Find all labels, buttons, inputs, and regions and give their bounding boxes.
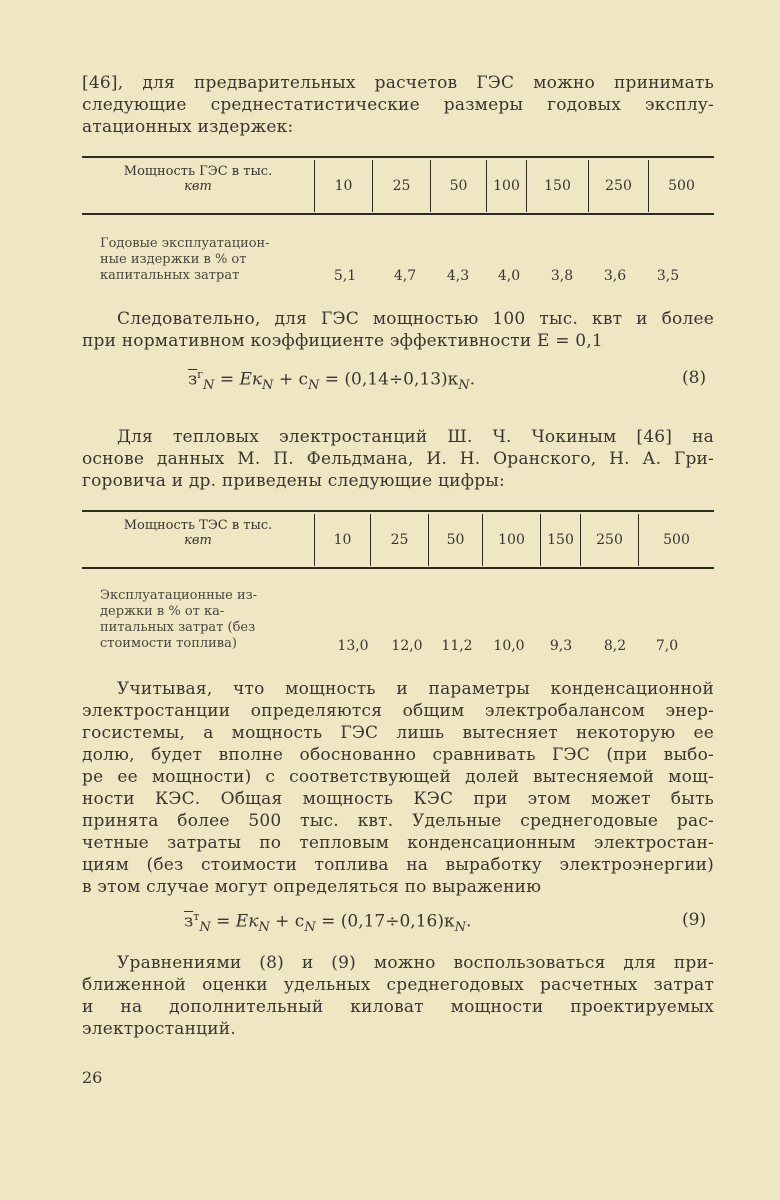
row-label-line: Эксплуатационные из-: [100, 588, 258, 603]
table2-value: 7,0: [655, 638, 679, 654]
table1-col: 10: [314, 160, 372, 212]
text-line: принята более 500 тыс. квт. Удельные среднегодовые рас-: [82, 811, 714, 831]
table2-value: 10,0: [493, 638, 525, 654]
table2-col: 10: [314, 514, 370, 566]
text-line: циям (без стоимости топлива на выработку электроэнергии): [82, 855, 714, 875]
text-line: и на дополнительный киловат мощности проектируемых: [82, 997, 714, 1017]
row-label-line: стоимости топлива): [100, 636, 237, 651]
header-label-unit: квт: [184, 533, 212, 548]
equation-8: [188, 368, 475, 393]
table1-value: 4,3: [446, 268, 470, 284]
text-line: электростанции определяются общим электробалансом энер-: [82, 701, 714, 721]
row-label-line: ные издержки в % от: [100, 252, 247, 267]
table1-value: 3,8: [550, 268, 574, 284]
header-label-text: Мощность ГЭС в тыс.: [123, 164, 273, 179]
eq8-lhs: з: [188, 369, 198, 390]
header-label-text: Мощность ТЭС в тыс.: [123, 518, 273, 533]
text-line: при нормативном коэффициенте эффективности E = 0,1: [82, 331, 603, 351]
table1-value: 3,5: [656, 268, 680, 284]
eq8-sub: N: [262, 378, 274, 394]
table1-header: [82, 160, 714, 212]
table1-col: 25: [372, 160, 430, 212]
table2-value: 11,2: [441, 638, 473, 654]
table1-value: 5,1: [333, 268, 357, 284]
text-line: Уравнениями (8) и (9) можно воспользоваться для при-: [117, 953, 714, 973]
table2-bottom-rule: [82, 567, 714, 569]
table1-header-label: [82, 160, 314, 212]
eq8-sub: N: [203, 378, 215, 394]
eq8-rhs1: = Eк: [219, 369, 263, 390]
eq9-sub: N: [258, 920, 270, 936]
eq9-rhs3: = (0,17÷0,16)к: [321, 911, 455, 932]
row-label-line: Годовые эксплуатацион-: [100, 236, 270, 251]
eq9-lhs-sup: т: [193, 910, 200, 923]
table2-top-rule: [82, 510, 714, 512]
text-line: Учитывая, что мощность и параметры конденсационной: [117, 679, 714, 699]
eq8-lhs-sup: г: [197, 368, 204, 381]
row-label-line: держки в % от ка-: [100, 604, 225, 619]
table2-col: 25: [370, 514, 428, 566]
text-line: основе данных М. П. Фельдмана, И. Н. Оранского, Н. А. Гри-: [82, 449, 714, 469]
table1-bottom-rule: [82, 213, 714, 215]
table2-value: 8,2: [603, 638, 627, 654]
table2-header-label: [82, 514, 314, 566]
table2-value: 13,0: [337, 638, 369, 654]
intro-paragraph: [82, 72, 714, 138]
eq9-tail: .: [465, 911, 472, 932]
header-label-unit: квт: [184, 179, 212, 194]
table2-col: 100: [482, 514, 540, 566]
equation-8-number: (8): [682, 368, 707, 388]
text-line: атационных издержек:: [82, 117, 294, 137]
page-number: 26: [82, 1068, 103, 1087]
text-line: в этом случае могут определяться по выражению: [82, 877, 542, 897]
table2-col: 150: [540, 514, 580, 566]
eq8-rhs2: + c: [278, 369, 308, 390]
text-line: Следовательно, для ГЭС мощностью 100 тыс. квт и более: [117, 309, 714, 329]
row-label-line: питальных затрат (без: [100, 620, 256, 635]
table2-value: 9,3: [549, 638, 573, 654]
text-line: долю, будет вполне обоснованно сравнивать ГЭС (при выбо-: [82, 745, 714, 765]
text-line: ре ее мощности) с соответствующей долей вытесняемой мощ-: [82, 767, 714, 787]
row-label-line: капитальных затрат: [100, 268, 240, 283]
eq8-sub: N: [308, 378, 320, 394]
text-line: ности КЭС. Общая мощность КЭС при этом может быть: [82, 789, 714, 809]
table1-value: 4,0: [497, 268, 521, 284]
table2-value: 12,0: [391, 638, 423, 654]
eq8-rhs3: = (0,14÷0,13)к: [324, 369, 459, 390]
text-line: ближенной оценки удельных среднегодовых расчетных затрат: [82, 975, 714, 995]
paragraph-4: [82, 678, 714, 898]
eq9-sub: N: [454, 920, 466, 936]
eq9-lhs: з: [184, 911, 194, 932]
equation-9: [184, 910, 471, 935]
table2-col: 500: [638, 514, 714, 566]
table2-col: 250: [580, 514, 638, 566]
text-line: горовича и др. приведены следующие цифры:: [82, 471, 505, 491]
table1-value: 3,6: [603, 268, 627, 284]
text-line: следующие среднестатистические размеры годовых эксплу-: [82, 95, 714, 115]
table2-header: [82, 514, 714, 566]
table1-col: 100: [486, 160, 526, 212]
table1-top-rule: [82, 156, 714, 158]
text-line: Для тепловых электростанций Ш. Ч. Чокиным [46] на: [117, 427, 714, 447]
text-line: госистемы, а мощность ГЭС лишь вытесняет некоторую ее: [82, 723, 714, 743]
table1-col: 50: [430, 160, 486, 212]
table1-col: 150: [526, 160, 588, 212]
eq9-rhs2: + c: [275, 911, 305, 932]
table1-col: 500: [648, 160, 714, 212]
eq9-sub: N: [199, 920, 211, 936]
eq8-sub: N: [458, 378, 470, 394]
text-line: четные затраты по тепловым конденсационным электростан-: [82, 833, 714, 853]
table2-col: 50: [428, 514, 482, 566]
eq9-rhs1: = Eк: [216, 911, 259, 932]
text-line: [46], для предварительных расчетов ГЭС можно принимать: [82, 73, 714, 93]
paragraph-3: [82, 426, 714, 492]
paragraph-5: [82, 952, 714, 1040]
eq8-tail: .: [469, 369, 476, 390]
eq9-sub: N: [304, 920, 316, 936]
equation-9-number: (9): [682, 910, 707, 930]
table1-value: 4,7: [393, 268, 417, 284]
table1-col: 250: [588, 160, 648, 212]
text-line: электростанций.: [82, 1019, 236, 1039]
table1-row-label: [100, 236, 295, 284]
table2-row-label: [100, 588, 295, 652]
paragraph-2: [82, 308, 714, 352]
